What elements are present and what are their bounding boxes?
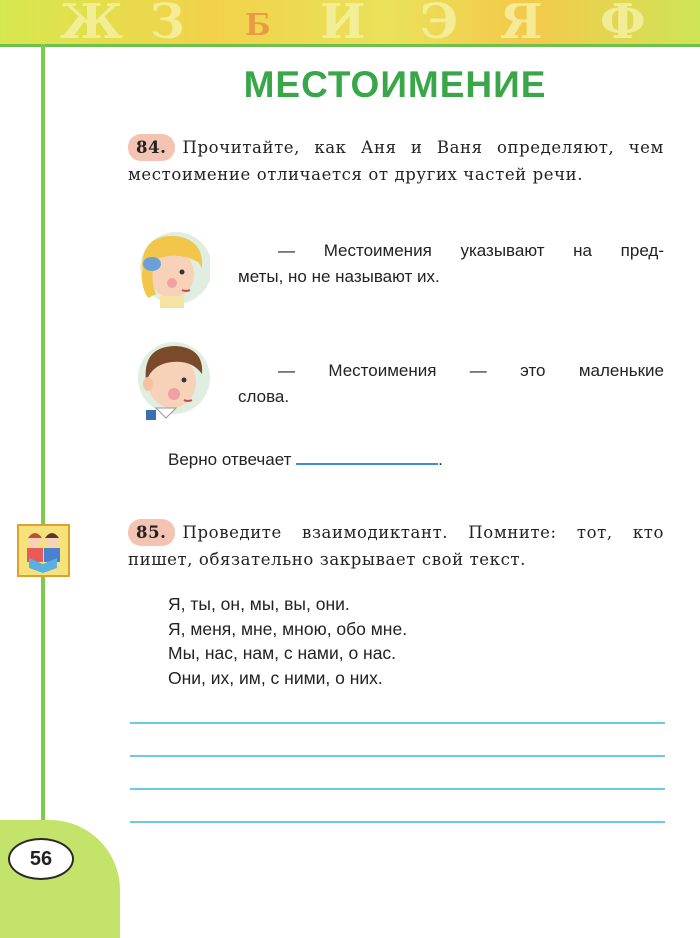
banner-divider bbox=[0, 44, 700, 47]
task-85-text: Проведите взаимодиктант. Помните: тот, кто пишет, обязательно закрывает свой текст. bbox=[128, 523, 664, 569]
pronoun-line: Я, ты, он, мы, вы, они. bbox=[168, 594, 350, 614]
task-85-number: 85. bbox=[128, 519, 175, 546]
pronoun-lines bbox=[168, 592, 407, 690]
page-corner-decoration bbox=[0, 820, 120, 938]
pronoun-line: Они, их, им, с ними, о них. bbox=[168, 667, 383, 688]
margin-line bbox=[41, 44, 45, 844]
vanya-speech: — Местоимения — это маленькие слова. bbox=[238, 361, 664, 406]
boy-vanya-icon bbox=[128, 336, 210, 420]
writing-line[interactable] bbox=[130, 755, 665, 757]
answer-blank-line[interactable] bbox=[296, 447, 438, 465]
answer-label: Верно отвечает bbox=[168, 450, 292, 469]
writing-line[interactable] bbox=[130, 821, 665, 823]
pronoun-line: Я, меня, мне, мною, обо мне. bbox=[168, 618, 408, 639]
writing-line[interactable] bbox=[130, 788, 665, 790]
task-84-number: 84. bbox=[128, 134, 175, 161]
page-number: 56 bbox=[8, 838, 74, 880]
pronoun-line: Мы, нас, нам, с нами, о нас. bbox=[168, 643, 397, 663]
anya-speech: — Местоимения указывают на пред- меты, но не называют их. bbox=[238, 241, 664, 286]
girl-anya-icon bbox=[130, 228, 210, 308]
page-title: МЕСТОИМЕНИЕ bbox=[243, 64, 547, 105]
task-85-instruction bbox=[128, 519, 664, 573]
writing-line[interactable] bbox=[130, 722, 665, 724]
task-84-instruction bbox=[128, 134, 664, 188]
task-84-text: Прочитайте, как Аня и Ваня определяют, чем местоимение отличается от других частей речи. bbox=[128, 138, 664, 184]
answer-row: Верно отвечает . bbox=[168, 447, 443, 473]
pair-work-icon bbox=[17, 524, 70, 577]
top-decorative-banner: Ж З Б И Э Я Ф bbox=[0, 0, 700, 44]
